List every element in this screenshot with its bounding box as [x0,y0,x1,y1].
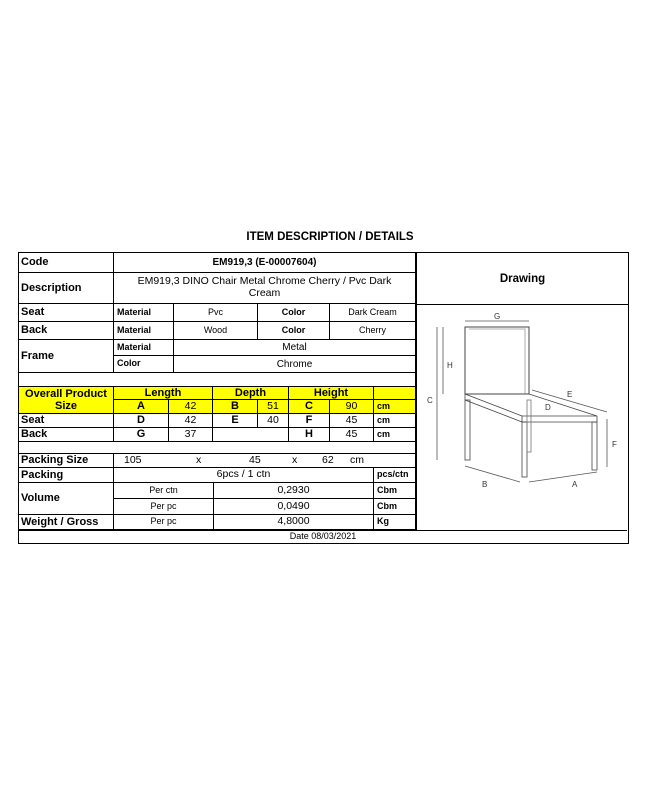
drawing-letter-c: C [427,396,433,405]
seat-color-value: Dark Cream [330,304,416,322]
volume-per-ctn-unit: Cbm [374,483,416,499]
frame-material-label: Material [114,340,174,356]
spec-sheet [18,252,629,544]
dim-h-value: 45 [330,428,374,442]
back-color-value: Cherry [330,322,416,340]
spacer [19,373,416,386]
date-footer: Date 08/03/2021 [19,530,627,542]
back-color-label: Color [258,322,330,340]
overall-size-label [19,386,114,414]
packing-size-unit: cm [350,453,364,466]
height-header: Height [289,386,374,400]
drawing-letter-e: E [567,390,573,399]
dim-seat-unit: cm [374,414,416,428]
code-value: EM919,3 (E-00007604) [114,253,416,273]
weight-value: 4,8000 [214,515,374,530]
dim-a-value: 42 [169,400,213,414]
dim-back-empty [213,428,289,442]
packing-size-x1: x [196,453,202,466]
dim-g-value: 37 [169,428,213,442]
overall-size-label-line2: Size [54,400,77,412]
dim-c-letter: C [289,400,330,414]
chair-drawing [417,304,628,530]
frame-material-value: Metal [174,340,416,356]
volume-per-pc-label: Per pc [114,499,214,515]
seat-material-label: Material [114,304,174,322]
packing-label: Packing [19,468,114,483]
seat-dims-label: Seat [19,414,114,428]
volume-label: Volume [19,483,114,515]
weight-per-pc-label: Per pc [114,515,214,530]
dim-h-letter: H [289,428,330,442]
packing-size-width: 45 [249,453,261,466]
spacer-2 [19,442,416,453]
dim-a-letter: A [114,400,169,414]
packing-unit: pcs/ctn [374,468,416,483]
dim-e-letter: E [213,414,258,428]
drawing-letter-d: D [545,403,551,412]
dim-g-letter: G [114,428,169,442]
dim-d-letter: D [114,414,169,428]
dim-d-value: 42 [169,414,213,428]
dim-overall-unit: cm [374,400,416,414]
packing-size-value [114,453,416,468]
drawing-letter-g: G [494,312,501,321]
dim-back-unit: cm [374,428,416,442]
dim-b-value: 51 [258,400,289,414]
seat-material-value: Pvc [174,304,258,322]
drawing-letter-f: F [612,440,617,449]
back-dims-label: Back [19,428,114,442]
dim-c-value: 90 [330,400,374,414]
volume-per-ctn-label: Per ctn [114,483,214,499]
page-heading: ITEM DESCRIPTION / DETAILS [246,231,414,243]
drawing-letter-a: A [572,480,578,489]
description-label: Description [19,273,114,304]
frame-color-label: Color [114,356,174,373]
dim-e-value: 40 [258,414,289,428]
drawing-panel [416,253,628,530]
description-value: EM919,3 DINO Chair Metal Chrome Cherry / Pvc Dark Cream [114,273,416,304]
unit-header [374,386,416,400]
volume-per-pc-unit: Cbm [374,499,416,515]
dim-f-letter: F [289,414,330,428]
weight-unit: Kg [374,515,416,530]
seat-label: Seat [19,304,114,322]
back-material-value: Wood [174,322,258,340]
depth-header: Depth [213,386,289,400]
volume-per-ctn-value: 0,2930 [214,483,374,499]
packing-size-x2: x [292,453,298,466]
packing-size-length: 105 [124,453,142,466]
packing-size-height: 62 [322,453,334,466]
back-label: Back [19,322,114,340]
drawing-letter-h: H [447,361,453,370]
dim-f-value: 45 [330,414,374,428]
code-label: Code [19,253,114,273]
weight-label: Weight / Gross [19,515,114,530]
volume-per-pc-value: 0,0490 [214,499,374,515]
seat-color-label: Color [258,304,330,322]
packing-size-label: Packing Size [19,453,114,468]
drawing-letter-b: B [482,480,488,489]
length-header: Length [114,386,213,400]
dim-b-letter: B [213,400,258,414]
drawing-label: Drawing [417,253,628,305]
back-material-label: Material [114,322,174,340]
frame-label: Frame [19,340,114,373]
packing-value: 6pcs / 1 ctn [114,468,374,483]
overall-size-label-line1: Overall Product [25,387,107,400]
frame-color-value: Chrome [174,356,416,373]
